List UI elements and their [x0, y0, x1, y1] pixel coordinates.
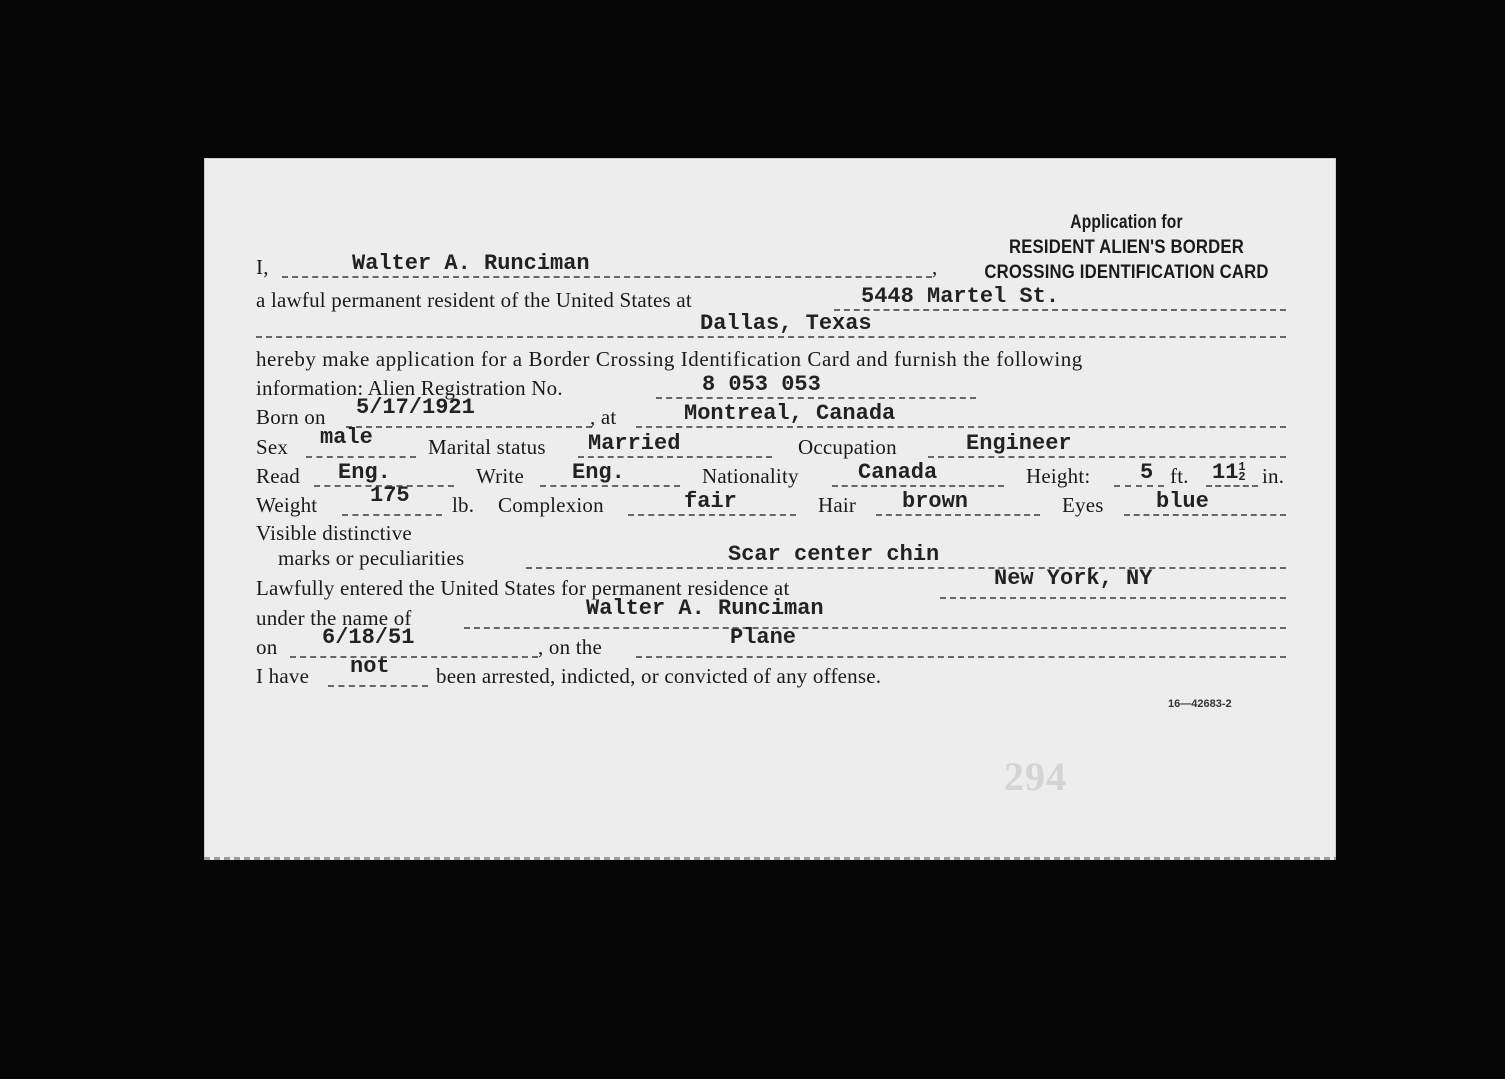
form-number: 16—42683-2: [1168, 698, 1232, 710]
line-height-in: [1206, 485, 1258, 487]
label-lb: lb.: [452, 493, 475, 517]
label-i: I,: [256, 255, 269, 279]
line-entry-via: [636, 656, 1286, 658]
value-arrested: not: [350, 654, 390, 679]
label-born-at: , at: [590, 405, 617, 429]
value-entered: New York, NY: [994, 566, 1153, 591]
value-height-in-whole: 11: [1212, 460, 1239, 485]
label-on-the: , on the: [538, 635, 603, 659]
line-sex: [306, 456, 416, 458]
row-name: [256, 250, 1286, 280]
line-under-name: [464, 627, 1286, 629]
row-hereby: [256, 342, 1286, 372]
row-address-1: [256, 283, 1286, 313]
value-born-at: Montreal, Canada: [684, 401, 896, 426]
header-line-2: RESIDENT ALIEN'S BORDER: [1009, 237, 1245, 258]
line-height-ft: [1114, 485, 1164, 487]
line-marks: [526, 567, 1286, 569]
label-comma: ,: [932, 255, 938, 279]
row-read-write: [256, 459, 1286, 489]
value-weight: 175: [370, 483, 410, 508]
label-born-on: Born on: [256, 405, 326, 429]
label-on: on: [256, 635, 278, 659]
label-marital: Marital status: [428, 435, 546, 459]
line-name: [282, 276, 932, 278]
label-hereby: hereby make application for a Border Crossing Identification Card and furnish the following: [256, 347, 1083, 371]
value-under-name: Walter A. Runciman: [586, 596, 824, 621]
value-height-frac-den: 2: [1238, 470, 1246, 485]
line-occupation: [928, 456, 1286, 458]
value-write: Eng.: [572, 460, 625, 485]
value-sex: male: [320, 425, 373, 450]
label-height: Height:: [1026, 464, 1091, 488]
label-eyes: Eyes: [1062, 493, 1104, 517]
value-height-frac-num: 1: [1238, 460, 1246, 475]
value-occupation: Engineer: [966, 431, 1072, 456]
label-in: in.: [1262, 464, 1285, 488]
value-entry-date: 6/18/51: [322, 625, 415, 650]
line-entry-date: [290, 656, 538, 658]
id-card-application: [204, 158, 1336, 860]
row-weight: [256, 483, 1286, 518]
value-hair: brown: [902, 489, 969, 514]
line-arrested: [328, 685, 428, 687]
value-alien-reg: 8 053 053: [702, 372, 821, 397]
label-nationality: Nationality: [702, 464, 799, 488]
line-marital: [578, 456, 772, 458]
label-weight: Weight: [256, 493, 318, 517]
label-entered: Lawfully entered the United States for permanent residence at: [256, 576, 790, 600]
label-information: information: Alien Registration No.: [256, 376, 563, 400]
label-marks: marks or peculiarities: [278, 546, 465, 570]
header-line-3: CROSSING IDENTIFICATION CARD: [984, 262, 1269, 283]
row-arrested: [256, 654, 1286, 689]
label-occupation: Occupation: [798, 435, 897, 459]
value-marital: Married: [588, 431, 681, 456]
value-address-1: 5448 Martel St.: [861, 284, 1060, 309]
line-address-2: [256, 336, 1286, 338]
line-alien-reg: [656, 397, 976, 399]
label-write: Write: [476, 464, 524, 488]
line-born-on: [346, 426, 592, 428]
header-line-1: Application for: [1070, 212, 1183, 233]
value-address-2: Dallas, Texas: [700, 311, 872, 336]
value-entry-via: Plane: [730, 625, 797, 650]
value-read: Eng.: [338, 460, 391, 485]
row-address-2: [256, 310, 1286, 340]
value-nationality: Canada: [858, 460, 938, 485]
label-sex: Sex: [256, 435, 289, 459]
card-bottom-edge: [204, 857, 1336, 860]
stamped-number: 294: [1004, 754, 1067, 799]
label-complexion: Complexion: [498, 493, 604, 517]
label-resident-at: a lawful permanent resident of the United States at: [256, 288, 692, 312]
line-entered: [940, 597, 1286, 599]
value-born-on: 5/17/1921: [356, 395, 475, 420]
row-born: [256, 395, 1286, 430]
line-nationality: [832, 485, 1004, 487]
label-ft: ft.: [1170, 464, 1189, 488]
label-i-have: I have: [256, 664, 310, 688]
value-name: Walter A. Runciman: [352, 251, 590, 276]
value-marks: Scar center chin: [728, 542, 940, 567]
label-visible: Visible distinctive: [256, 521, 412, 545]
line-born-at: [636, 426, 1286, 428]
label-read: Read: [256, 464, 300, 488]
value-eyes: blue: [1156, 489, 1209, 514]
value-height-ft: 5: [1140, 460, 1154, 485]
value-complexion: fair: [684, 489, 737, 514]
label-hair: Hair: [818, 493, 857, 517]
value-height-fraction: [1238, 460, 1246, 485]
line-write: [540, 485, 680, 487]
label-arrested: been arrested, indicted, or convicted of any offense.: [436, 664, 882, 688]
value-height-in: [1212, 460, 1246, 485]
row-sex-marital: [256, 425, 1286, 460]
row-entry-date: [256, 625, 1286, 660]
label-under-name: under the name of: [256, 606, 412, 630]
